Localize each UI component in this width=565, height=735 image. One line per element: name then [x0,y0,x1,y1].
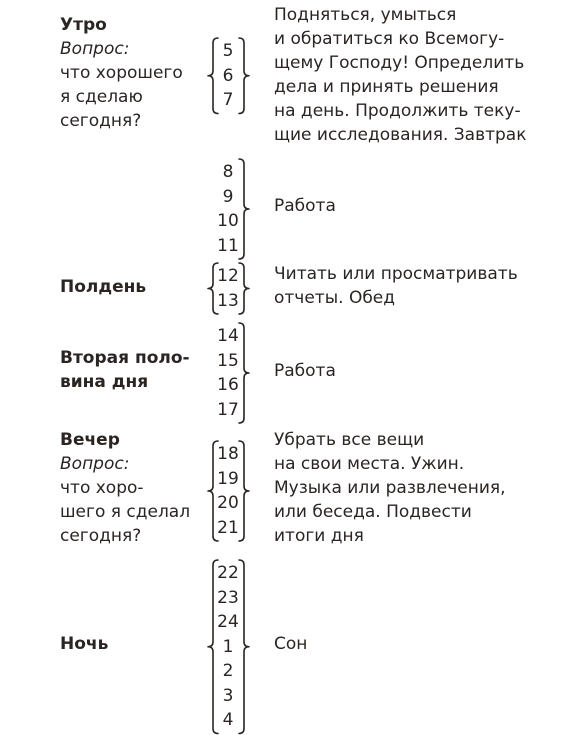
period-title: Утро [60,15,107,35]
hour-label: 17 [217,399,239,420]
hour-label: 20 [217,493,239,513]
question-line: что хоро- [60,478,144,498]
activity-line: и обратиться ко Всемогу- [274,29,505,49]
question-label: Вопрос: [60,39,130,59]
brace-night [210,559,270,735]
activity-line: Подняться, умыться [274,5,457,25]
hour-label: 21 [217,517,239,538]
question-line: что хорошего [60,63,183,83]
question-line: сегодня? [60,526,142,546]
hour-label: 22 [217,563,239,583]
period-evening [60,428,190,548]
activity-line: на день. Продолжить теку- [274,101,521,121]
left-brace [208,560,218,734]
hour-label: 23 [217,587,239,608]
right-brace [239,159,249,259]
hour-label: 8 [222,162,234,182]
activity-line: на свои места. Ужин. [274,454,465,474]
left-brace [208,441,218,541]
hour-label: 12 [217,266,239,286]
hour-label: 14 [217,326,239,346]
brace-evening [210,440,270,542]
activity-line: Работа [274,196,336,216]
activity-line: Работа [274,361,336,381]
question-label: Вопрос: [60,454,130,474]
hours-group-noon [210,262,270,315]
right-brace [239,263,249,314]
left-brace [208,38,218,114]
activity-line: Читать или просматривать [274,264,518,284]
hours-group-work-morning [210,158,270,260]
hour-label: 1 [222,636,234,657]
activity-noon [274,262,564,310]
brace-noon [210,262,270,315]
period-noon [60,275,146,299]
right-brace [239,38,249,114]
period-title: Полдень [60,277,147,297]
hour-label: 11 [217,235,239,256]
hour-label: 5 [222,41,234,61]
activity-line: Музыка или развлечения, [274,478,506,498]
hour-label: 10 [217,211,239,231]
right-brace [239,560,249,734]
hour-label: 15 [217,350,239,371]
hour-label: 2 [222,661,234,681]
activity-line: или беседа. Подвести [274,502,472,522]
period-morning [60,13,183,133]
hours-group-morning [210,37,270,115]
activity-line: Убрать все вещи [274,430,425,450]
hour-label: 13 [217,290,239,311]
right-brace [239,441,249,541]
hour-label: 9 [222,186,234,207]
activity-morning [274,3,564,147]
left-brace [208,263,218,314]
activity-line: итоги дня [274,526,364,546]
period-title: Вечер [60,430,120,450]
right-brace [239,323,249,423]
hour-label: 7 [222,90,234,110]
hour-label: 3 [222,685,234,706]
activity-night [274,632,564,656]
hour-label: 16 [217,375,239,395]
brace-afternoon [210,322,270,424]
activity-line: дела и принять решения [274,77,499,97]
question-line: я сделаю [60,87,143,107]
hour-label: 24 [217,612,239,632]
hour-label: 19 [217,468,239,489]
period-title: Ночь [60,634,109,654]
period-afternoon [60,346,190,394]
activity-afternoon [274,359,564,383]
question-line: шего я сделал [60,502,191,522]
hours-group-afternoon [210,322,270,424]
hour-label: 4 [222,710,234,730]
activity-line: Сон [274,634,308,654]
period-night [60,632,108,656]
activity-line: щему Господу! Определить [274,53,525,73]
hours-group-night [210,559,270,735]
activity-work-morning [274,194,564,218]
activity-evening [274,428,564,548]
hour-label: 18 [217,444,239,464]
brace-morning [210,37,270,115]
activity-line: щие исследования. Завтрак [274,125,527,145]
period-title: Вторая поло- вина дня [60,348,190,392]
question-line: сегодня? [60,111,142,131]
hour-label: 6 [222,65,234,86]
activity-line: отчеты. Обед [274,288,396,308]
brace-work-morning [210,158,270,260]
hours-group-evening [210,440,270,542]
